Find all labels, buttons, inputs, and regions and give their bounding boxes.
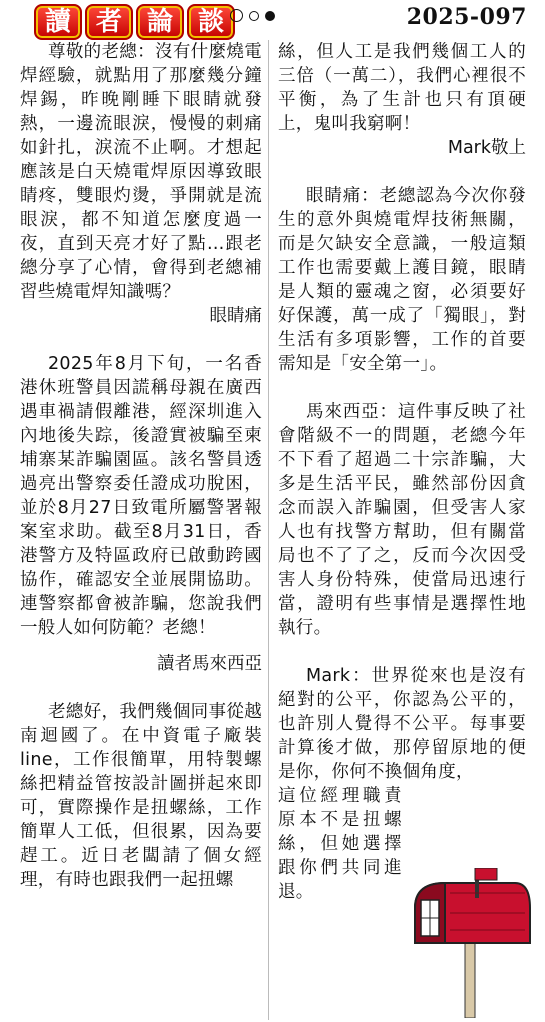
decorative-dots (230, 9, 275, 22)
reply-mark: Mark：世界從來也是沒有絕對的公平，你認為公平的，也許別人覺得不公平。每事要計算後才做，那停留原地的便是你，你何不換個角度， (278, 666, 526, 782)
page-header (0, 0, 545, 40)
title-char-3: 論 (136, 4, 184, 40)
title-char-4: 談 (187, 4, 235, 40)
column-title (34, 4, 235, 40)
issue-number: 2025-097 (406, 4, 527, 30)
signature-malaysia: 讀者馬來西亞 (157, 654, 262, 674)
signature-eye-pain: 眼睛痛 (209, 306, 262, 326)
reply-eye-pain: 眼睛痛：老總認為今次你發生的意外與燒電焊技術無關，而是欠缺安全意識，一般這類工作也需要戴上護目鏡，眼睛是人類的靈魂之窗，必須要好好保護，萬一成了「獨眼」，對生活有多項影響，工作的首要需知是「安全第一」。 (278, 186, 526, 374)
column-divider (268, 40, 269, 1020)
title-char-2: 者 (85, 4, 133, 40)
letter-mark-continued: 絲，但人工是我們幾個工人的三倍（一萬二），我們心裡很不平衡，為了生計也只有頂硬上，鬼叫我窮啊！ (278, 42, 526, 134)
reply-malaysia: 馬來西亞：這件事反映了社會階級不一的問題，老總今年不下看了超過二十宗詐騙，大多是生活平民，雖然部份因貪念而誤入詐騙園，但受害人家人也有找警方幫助，但有關當局也不了了之，反而今次因受害人身份特殊，使當局迅速行當，證明有些事情是選擇性地執行。 (278, 402, 526, 638)
letter-mark: 老總好，我們幾個同事從越南迴國了。在中資電子廠裝line，工作很簡單，用特製螺絲把精益管按設計圖拼起來即可，實際操作是扭螺絲，工作簡單人工低，但很累，因為要趕工。近日老闆請了個女經理，有時也跟我們一起扭螺 (20, 702, 262, 890)
circle-icon (249, 11, 259, 21)
letter-eye-pain: 尊敬的老總：沒有什麼燒電焊經驗，就點用了那麼幾分鐘焊錫，昨晚剛睡下眼睛就發熱，一邊流眼淚，慢慢的刺痛如針扎，淚流不止啊。才想起應該是白天燒電焊原因導致眼睛疼，雙眼灼燙，爭開就是流眼淚，都不知道怎麼度過一夜，直到天亮才好了點…跟老總分享了心情，會得到老總補習些燒電焊知識嗎？ (20, 42, 262, 302)
left-column (20, 40, 262, 892)
right-column (278, 40, 526, 904)
mailbox-illustration (405, 868, 535, 1018)
signature-mark: Mark敬上 (447, 138, 526, 158)
reply-mark-end: 這位經理職責原本不是扭螺絲，但她選擇跟你們共同進退。 (278, 786, 402, 902)
filled-circle-icon (265, 11, 275, 21)
letter-malaysia: 2025年8月下旬，一名香港休班警員因謊稱母親在廣西遇車禍請假離港，經深圳進入內地後失踪，後證實被騙至柬埔寨某詐騙園區。該名警員透過亮出警察委任證成功脫困，並於8月27日致電所屬警署報案室求助。截至8月31日，香港警方及特區政府已啟動跨國協作，確認安全並展開協助。連警察都會被詐騙，您說我們一般人如何防範？老總！ (20, 354, 262, 638)
title-char-1: 讀 (34, 4, 82, 40)
circle-icon (230, 9, 243, 22)
